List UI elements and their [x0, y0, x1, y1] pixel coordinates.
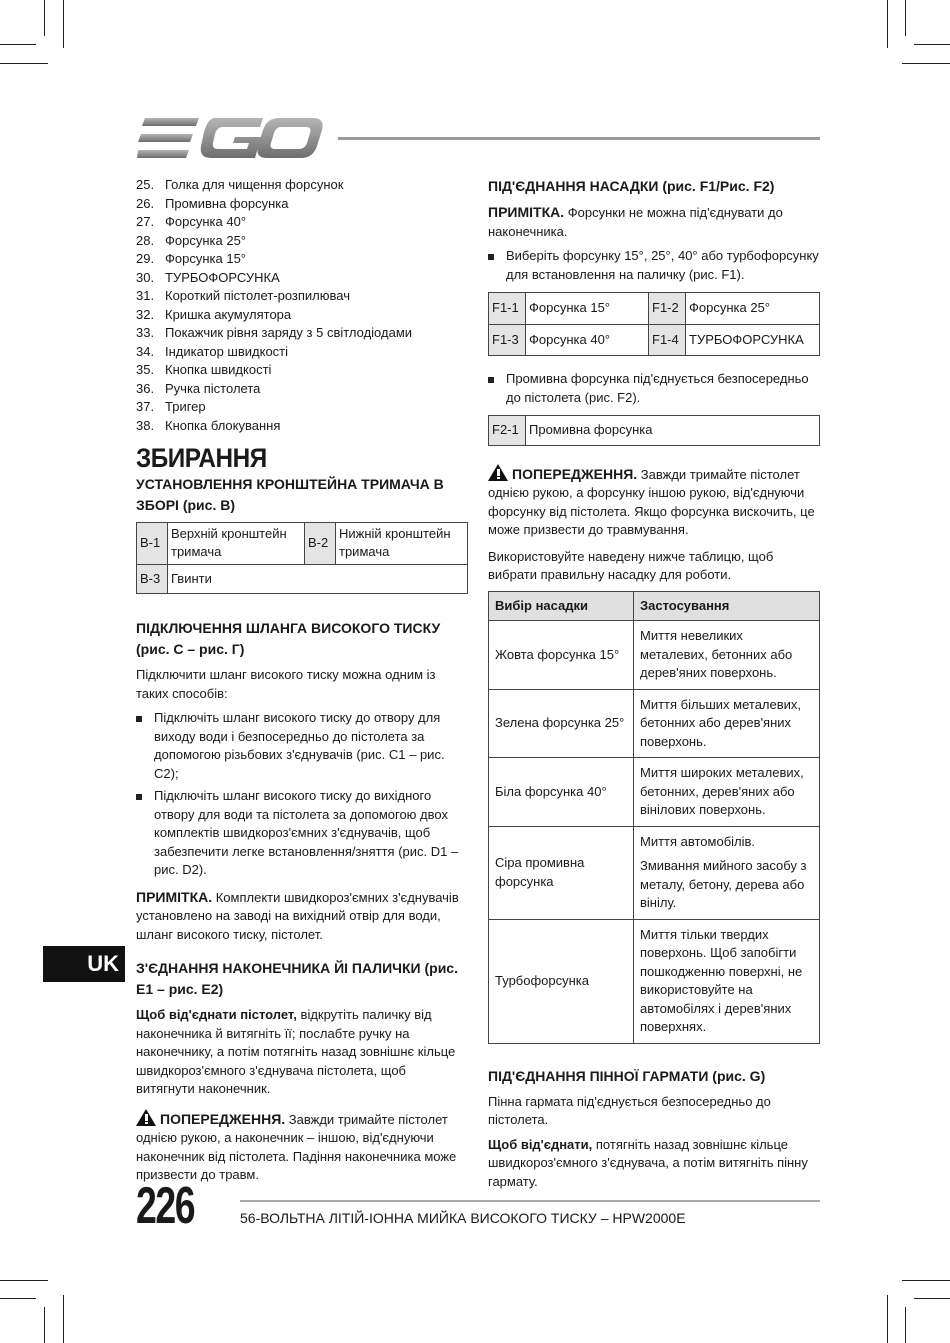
item-number: 27. — [136, 214, 155, 229]
list-item — [136, 287, 468, 306]
list-item — [136, 417, 468, 436]
item-number: 26. — [136, 195, 155, 211]
table-value: Нижній кронштейн тримача — [336, 522, 468, 564]
table-row — [489, 689, 820, 758]
item-number: 38. — [136, 417, 155, 433]
list-item — [136, 195, 468, 214]
ego-logo — [137, 116, 323, 160]
item-number: 34. — [136, 343, 155, 359]
table-key: F1-3 — [489, 324, 526, 356]
nozzle-note: ПРИМІТКА. Форсунки не можна під'єднувати до наконечника. — [488, 204, 783, 239]
table-value: Промивна форсунка — [526, 416, 820, 446]
crop-mark — [0, 1298, 36, 1299]
crop-mark — [44, 0, 45, 36]
list-item — [136, 213, 468, 232]
list-item: Виберіть форсунку 15°, 25°, 40° або турбофорсунку для встановлення на паличку (рис. F1). — [488, 247, 820, 284]
table-key: B-2 — [305, 522, 336, 564]
table-row — [489, 758, 820, 827]
item-label: Покажчик рівня заряду з 5 світлодіодами — [165, 325, 413, 340]
table-value: Форсунка 25° — [686, 293, 820, 325]
nozzle-name: Зелена форсунка 25° — [489, 689, 634, 758]
bracket-table — [136, 522, 468, 595]
item-number: 33. — [136, 325, 155, 340]
list-item: Промивна форсунка під'єднується безпосередньо до пістолета (рис. F2). — [488, 370, 820, 407]
nozzle-f1-table — [488, 292, 820, 356]
header-rule — [338, 137, 820, 140]
crop-mark — [905, 0, 906, 36]
hose-heading: ПІДКЛЮЧЕННЯ ШЛАНГА ВИСОКОГО ТИСКУ (рис. C – рис. Г) — [136, 620, 441, 657]
table-row — [489, 826, 820, 919]
crop-mark — [0, 44, 36, 45]
item-number: 36. — [136, 380, 155, 396]
table-row — [489, 324, 820, 356]
bullet-icon — [136, 794, 142, 800]
item-label: Кнопка швидкості — [165, 362, 272, 377]
list-item — [136, 269, 468, 288]
crop-mark — [887, 0, 888, 48]
list-item: Підключіть шланг високого тиску до вихідного отвору для води та пістолета за допомогою двох комплектів швидкороз'ємних з'єднувачів, щоб забезпечити легке встановлення/зняття (рис. D1 – рис. D2). — [136, 787, 468, 880]
table-key: B-1 — [137, 522, 168, 564]
item-label: Форсунка 25° — [165, 232, 246, 248]
foam-detach: Щоб від'єднати, потягніть назад зовнішнє кільце швидкороз'ємного з'єднувача, а потім витягніть пінну гармату. — [488, 1136, 808, 1189]
table-key: F1-1 — [489, 293, 526, 325]
nozzle-name: Турбофорсунка — [489, 919, 634, 1043]
list-item — [136, 361, 468, 380]
table-row — [489, 919, 820, 1043]
crop-mark — [887, 1295, 888, 1343]
right-column — [488, 176, 820, 1197]
item-number: 30. — [136, 269, 155, 285]
table-row — [137, 564, 468, 594]
list-item — [136, 232, 468, 251]
nozzle-warning: ПОПЕРЕДЖЕННЯ. Завжди тримайте пістолет однією рукою, а форсунку іншою рукою, від'єднуючи форсунку від пістолета. Якщо форсунка вискочить, це може призвести до травмування. — [488, 465, 815, 537]
table-row — [137, 522, 468, 564]
hose-intro: Підключити шланг високого тиску можна одним із таких способів: — [136, 667, 436, 701]
item-label: Промивна форсунка — [165, 195, 289, 211]
item-label: Ручка пістолета — [165, 380, 261, 396]
nozzle-use: Миття широких металевих, бетонних, дерев'яних або вінілових поверхонь. — [634, 758, 820, 827]
item-number: 25. — [136, 177, 155, 192]
item-number: 31. — [136, 288, 155, 303]
hose-note: ПРИМІТКА. Комплекти швидкороз'ємних з'єднувачів установлено на заводі на вихідний отвір для води, шланг високого тиску, пістолет. — [136, 888, 459, 942]
crop-mark — [63, 1295, 64, 1343]
table-value: Форсунка 15° — [526, 293, 649, 325]
nozzle-use: Миття автомобілів. Змивання мийного засобу з металу, бетону, дерева або вінілу. — [634, 826, 820, 919]
item-label: Кнопка блокування — [165, 417, 281, 433]
list-item: Підключіть шланг високого тиску до отвору для виходу води і безпосередньо до пістолета за допомогою різьбових з'єднувачів (рис. C1 – рис. C2); — [136, 709, 468, 783]
nozzle-f2-table — [488, 415, 820, 446]
item-label: Тригер — [165, 399, 206, 414]
table-value: ТУРБОФОРСУНКА — [686, 324, 820, 356]
list-item — [136, 250, 468, 269]
crop-mark — [902, 1280, 950, 1281]
nozzle-name: Жовта форсунка 15° — [489, 621, 634, 690]
list-item — [136, 324, 468, 343]
table-row — [489, 621, 820, 690]
list-item — [136, 306, 468, 325]
bracket-heading: УСТАНОВЛЕННЯ КРОНШТЕЙНА ТРИМАЧА В ЗБОРІ (рис. B) — [136, 475, 444, 513]
bullet-icon — [488, 254, 494, 260]
item-number: 29. — [136, 251, 155, 266]
footer-title: 56-ВОЛЬТНА ЛІТІЙ-ІОННА МИЙКА ВИСОКОГО ТИСКУ – HPW2000E — [240, 1210, 686, 1226]
crop-mark — [914, 44, 950, 45]
language-tab: UK — [43, 946, 125, 982]
table-row — [489, 416, 820, 446]
nozzle-use: Миття невеликих металевих, бетонних або дерев'яних поверхонь. — [634, 621, 820, 690]
item-label: Форсунка 40° — [165, 214, 246, 229]
table-value: Верхній кронштейн тримача — [168, 522, 305, 564]
wand-text: Щоб від'єднати пістолет, відкрутіть паличку від наконечника й витягніть її; послабте ручку на наконечнику, а потім потягніть назад зовнішнє кільце швидкороз'ємного з'єднувача пістолета, щоб витягнути наконечник. — [136, 1007, 456, 1096]
table-key: F1-4 — [649, 324, 686, 356]
item-label: Голка для чищення форсунок — [165, 177, 344, 192]
warning-icon — [136, 1109, 156, 1126]
table-key: B-3 — [137, 564, 168, 594]
foam-text: Пінна гармата під'єднується безпосередньо до пістолета. — [488, 1093, 771, 1127]
bullet-icon — [136, 716, 142, 722]
crop-mark — [902, 63, 950, 64]
foam-heading: ПІД'ЄДНАННЯ ПІННОЇ ГАРМАТИ (рис. G) — [488, 1067, 766, 1084]
crop-mark — [914, 1298, 950, 1299]
table-value: Форсунка 40° — [526, 324, 649, 356]
table-key: F1-2 — [649, 293, 686, 325]
list-item — [136, 398, 468, 417]
table-header-row — [489, 591, 820, 621]
wand-heading: З'ЄДНАННЯ НАКОНЕЧНИКА ЙІ ПАЛИЧКИ (рис. E1 – рис. E2) — [136, 960, 458, 997]
item-number: 32. — [136, 306, 155, 322]
crop-mark — [63, 0, 64, 48]
footer-rule — [240, 1200, 820, 1202]
crop-mark — [0, 1280, 48, 1281]
item-number: 37. — [136, 399, 155, 414]
list-item — [136, 380, 468, 399]
left-column — [136, 176, 468, 1191]
item-label: Індикатор швидкості — [165, 343, 289, 359]
table-row — [489, 293, 820, 325]
wand-warning: ПОПЕРЕДЖЕННЯ. Завжди тримайте пістолет однією рукою, а наконечник – іншою, від'єднуючи наконечник від пістолета. Падіння наконечника може призвести до травм. — [136, 1110, 457, 1182]
table-intro: Використовуйте наведену нижче таблицю, щоб вибрати правильну насадку для роботи. — [488, 548, 774, 582]
crop-mark — [0, 63, 48, 64]
column-header: Вибір насадки — [489, 591, 634, 621]
list-item — [136, 343, 468, 362]
column-header: Застосування — [634, 591, 820, 621]
nozzle-name: Біла форсунка 40° — [489, 758, 634, 827]
item-label: Короткий пістолет-розпилювач — [165, 288, 350, 303]
table-value: Гвинти — [168, 564, 468, 594]
warning-icon — [488, 464, 508, 481]
item-label: ТУРБОФОРСУНКА — [165, 269, 280, 285]
nozzle-heading: ПІД'ЄДНАННЯ НАСАДКИ (рис. F1/Рис. F2) — [488, 178, 775, 194]
section-title: ЗБИРАННЯ — [136, 443, 267, 473]
bullet-icon — [488, 377, 494, 383]
nozzle-name: Сіра промивна форсунка — [489, 826, 634, 919]
parts-list — [136, 176, 468, 435]
crop-mark — [44, 1307, 45, 1343]
item-label: Форсунка 15° — [165, 251, 246, 266]
page-number: 226 — [136, 1177, 195, 1235]
crop-mark — [905, 1307, 906, 1343]
item-number: 28. — [136, 232, 155, 248]
item-number: 35. — [136, 362, 155, 377]
nozzle-selection-table — [488, 591, 820, 1044]
item-label: Кришка акумулятора — [165, 306, 292, 322]
nozzle-use: Миття більших металевих, бетонних або дерев'яних поверхонь. — [634, 689, 820, 758]
list-item — [136, 176, 468, 195]
table-key: F2-1 — [489, 416, 526, 446]
nozzle-use: Миття тільки твердих поверхонь. Щоб запобігти пошкодженню поверхні, не використовуйте на автомобілях і дерев'яних поверхнях. — [634, 919, 820, 1043]
